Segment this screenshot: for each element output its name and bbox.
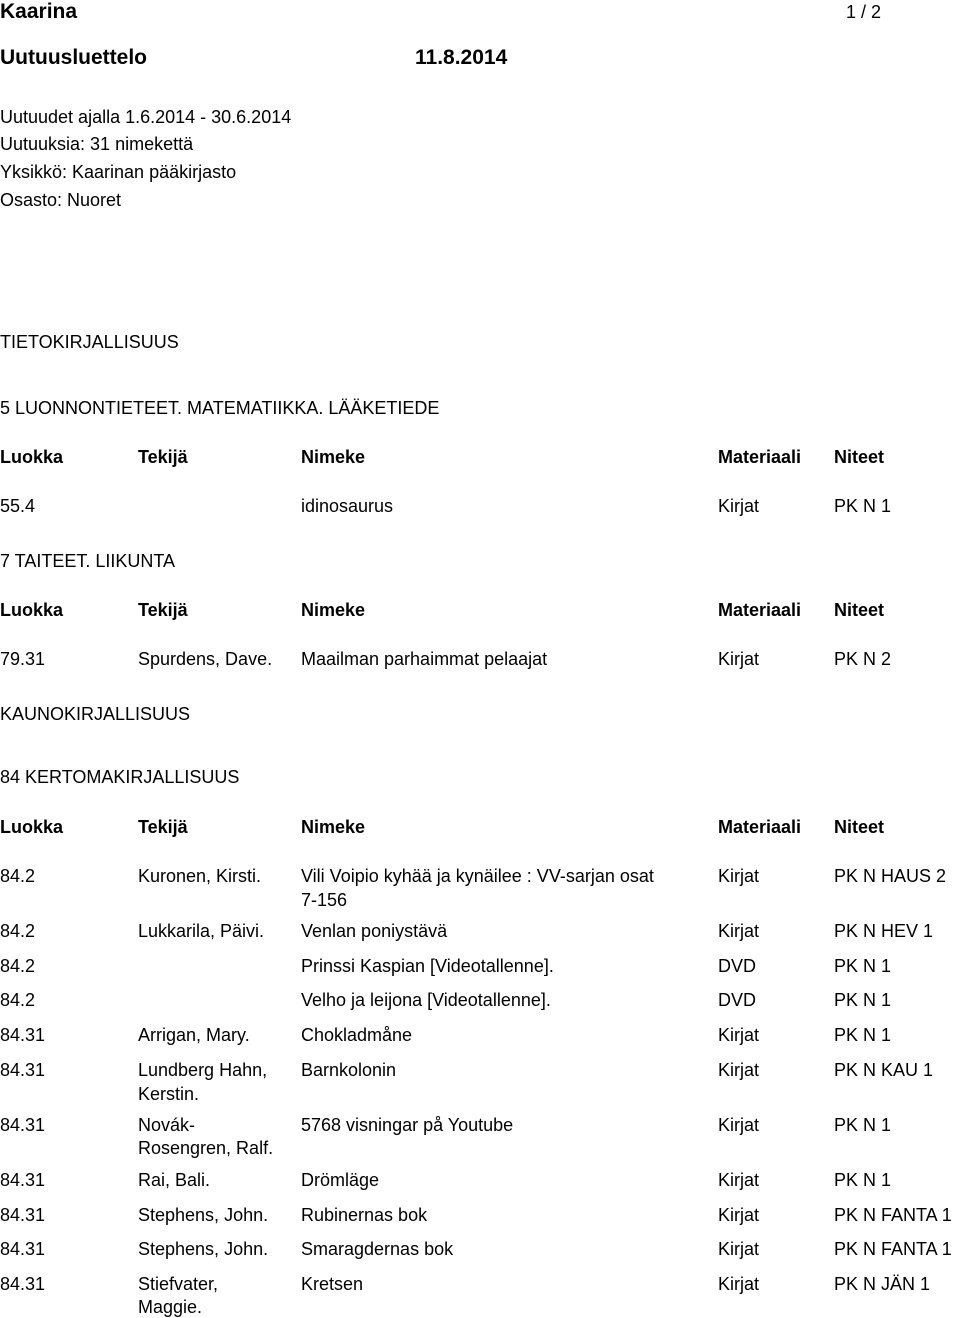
column-header-nimeke: Nimeke — [301, 600, 366, 620]
group-title: 5 LUONNONTIETEET. MATEMATIIKKA. LÄÄKETIEDE — [0, 398, 440, 418]
cell-luokka: 84.2 — [0, 956, 36, 976]
cell-niteet: PK N KAU 1 — [834, 1060, 934, 1080]
group-title: 84 KERTOMAKIRJALLISUUS — [0, 767, 240, 787]
cell-niteet: PK N 1 — [834, 1025, 892, 1045]
cell-niteet: PK N 1 — [834, 496, 892, 516]
report-title: Uutuusluettelo — [0, 46, 147, 69]
cell-tekija-line: Stiefvater, — [138, 1274, 219, 1294]
column-header-luokka: Luokka — [0, 817, 64, 837]
cell-materiaali: Kirjat — [718, 1025, 760, 1045]
section-title: TIETOKIRJALLISUUS — [0, 332, 179, 352]
cell-tekija: Stephens, John. — [138, 1205, 269, 1225]
cell-luokka: 84.2 — [0, 866, 36, 886]
cell-materiaali: Kirjat — [718, 649, 760, 669]
cell-tekija: Lukkarila, Päivi. — [138, 921, 265, 941]
cell-luokka: 55.4 — [0, 496, 36, 516]
column-header-tekija: Tekijä — [138, 600, 188, 620]
cell-luokka: 79.31 — [0, 649, 46, 669]
report-department: Osasto: Nuoret — [0, 190, 122, 210]
cell-materiaali: Kirjat — [718, 866, 760, 886]
cell-niteet: PK N 1 — [834, 956, 892, 976]
cell-luokka: 84.31 — [0, 1025, 46, 1045]
group-title: 7 TAITEET. LIIKUNTA — [0, 551, 176, 571]
cell-niteet: PK N 2 — [834, 649, 892, 669]
column-header-nimeke: Nimeke — [301, 817, 366, 837]
cell-niteet: PK N FANTA 1 — [834, 1239, 952, 1259]
report-unit: Yksikkö: Kaarinan pääkirjasto — [0, 162, 237, 182]
cell-materiaali: Kirjat — [718, 921, 760, 941]
cell-nimeke-line: 7-156 — [301, 890, 348, 910]
cell-nimeke: idinosaurus — [301, 496, 394, 516]
cell-nimeke: Kretsen — [301, 1274, 364, 1294]
cell-tekija: Arrigan, Mary. — [138, 1025, 250, 1045]
cell-luokka: 84.31 — [0, 1274, 46, 1294]
cell-materiaali: Kirjat — [718, 1115, 760, 1135]
cell-materiaali: Kirjat — [718, 496, 760, 516]
section-title: KAUNOKIRJALLISUUS — [0, 704, 191, 724]
cell-luokka: 84.31 — [0, 1115, 46, 1135]
cell-nimeke: Venlan poniystävä — [301, 921, 448, 941]
cell-luokka: 84.31 — [0, 1060, 46, 1080]
column-header-tekija: Tekijä — [138, 817, 188, 837]
cell-tekija: Kuronen, Kirsti. — [138, 866, 262, 886]
cell-tekija-line: Novák- — [138, 1115, 196, 1135]
column-header-luokka: Luokka — [0, 447, 64, 467]
cell-niteet: PK N JÄN 1 — [834, 1274, 931, 1294]
cell-luokka: 84.2 — [0, 990, 36, 1010]
cell-nimeke: Drömläge — [301, 1170, 380, 1190]
column-header-niteet: Niteet — [834, 447, 885, 467]
cell-luokka: 84.31 — [0, 1205, 46, 1225]
cell-materiaali: Kirjat — [718, 1060, 760, 1080]
column-header-luokka: Luokka — [0, 600, 64, 620]
column-header-niteet: Niteet — [834, 600, 885, 620]
cell-tekija: Spurdens, Dave. — [138, 649, 273, 669]
cell-niteet: PK N FANTA 1 — [834, 1205, 952, 1225]
cell-nimeke: Chokladmåne — [301, 1025, 413, 1045]
cell-niteet: PK N 1 — [834, 1170, 892, 1190]
cell-materiaali: Kirjat — [718, 1205, 760, 1225]
cell-materiaali: Kirjat — [718, 1170, 760, 1190]
column-header-materiaali: Materiaali — [718, 447, 802, 467]
cell-niteet: PK N HAUS 2 — [834, 866, 947, 886]
page-number: 1 / 2 — [846, 2, 882, 22]
cell-luokka: 84.31 — [0, 1239, 46, 1259]
cell-nimeke-line: Vili Voipio kyhää ja kynäilee : VV-sarjan osat — [301, 866, 654, 886]
cell-materiaali: DVD — [718, 990, 757, 1010]
cell-luokka: 84.2 — [0, 921, 36, 941]
cell-tekija-line: Kerstin. — [138, 1084, 200, 1104]
cell-nimeke: Barnkolonin — [301, 1060, 397, 1080]
cell-niteet: PK N 1 — [834, 1115, 892, 1135]
cell-nimeke: 5768 visningar på Youtube — [301, 1115, 514, 1135]
cell-materiaali: DVD — [718, 956, 757, 976]
cell-materiaali: Kirjat — [718, 1274, 760, 1294]
cell-niteet: PK N HEV 1 — [834, 921, 934, 941]
cell-tekija-line: Rosengren, Ralf. — [138, 1138, 274, 1158]
cell-nimeke: Smaragdernas bok — [301, 1239, 454, 1259]
cell-tekija-line: Maggie. — [138, 1297, 203, 1317]
cell-niteet: PK N 1 — [834, 990, 892, 1010]
cell-nimeke: Maailman parhaimmat pelaajat — [301, 649, 548, 669]
column-header-materiaali: Materiaali — [718, 817, 802, 837]
cell-materiaali: Kirjat — [718, 1239, 760, 1259]
report-count: Uutuuksia: 31 nimekettä — [0, 134, 194, 154]
library-name: Kaarina — [0, 0, 78, 23]
cell-tekija: Stephens, John. — [138, 1239, 269, 1259]
cell-luokka: 84.31 — [0, 1170, 46, 1190]
cell-tekija: Rai, Bali. — [138, 1170, 211, 1190]
column-header-tekija: Tekijä — [138, 447, 188, 467]
column-header-materiaali: Materiaali — [718, 600, 802, 620]
cell-nimeke: Rubinernas bok — [301, 1205, 428, 1225]
column-header-nimeke: Nimeke — [301, 447, 366, 467]
cell-nimeke: Prinssi Kaspian [Videotallenne]. — [301, 956, 554, 976]
cell-nimeke: Velho ja leijona [Videotallenne]. — [301, 990, 551, 1010]
report-date: 11.8.2014 — [415, 46, 508, 69]
cell-tekija-line: Lundberg Hahn, — [138, 1060, 268, 1080]
report-period: Uutuudet ajalla 1.6.2014 - 30.6.2014 — [0, 107, 292, 127]
column-header-niteet: Niteet — [834, 817, 885, 837]
